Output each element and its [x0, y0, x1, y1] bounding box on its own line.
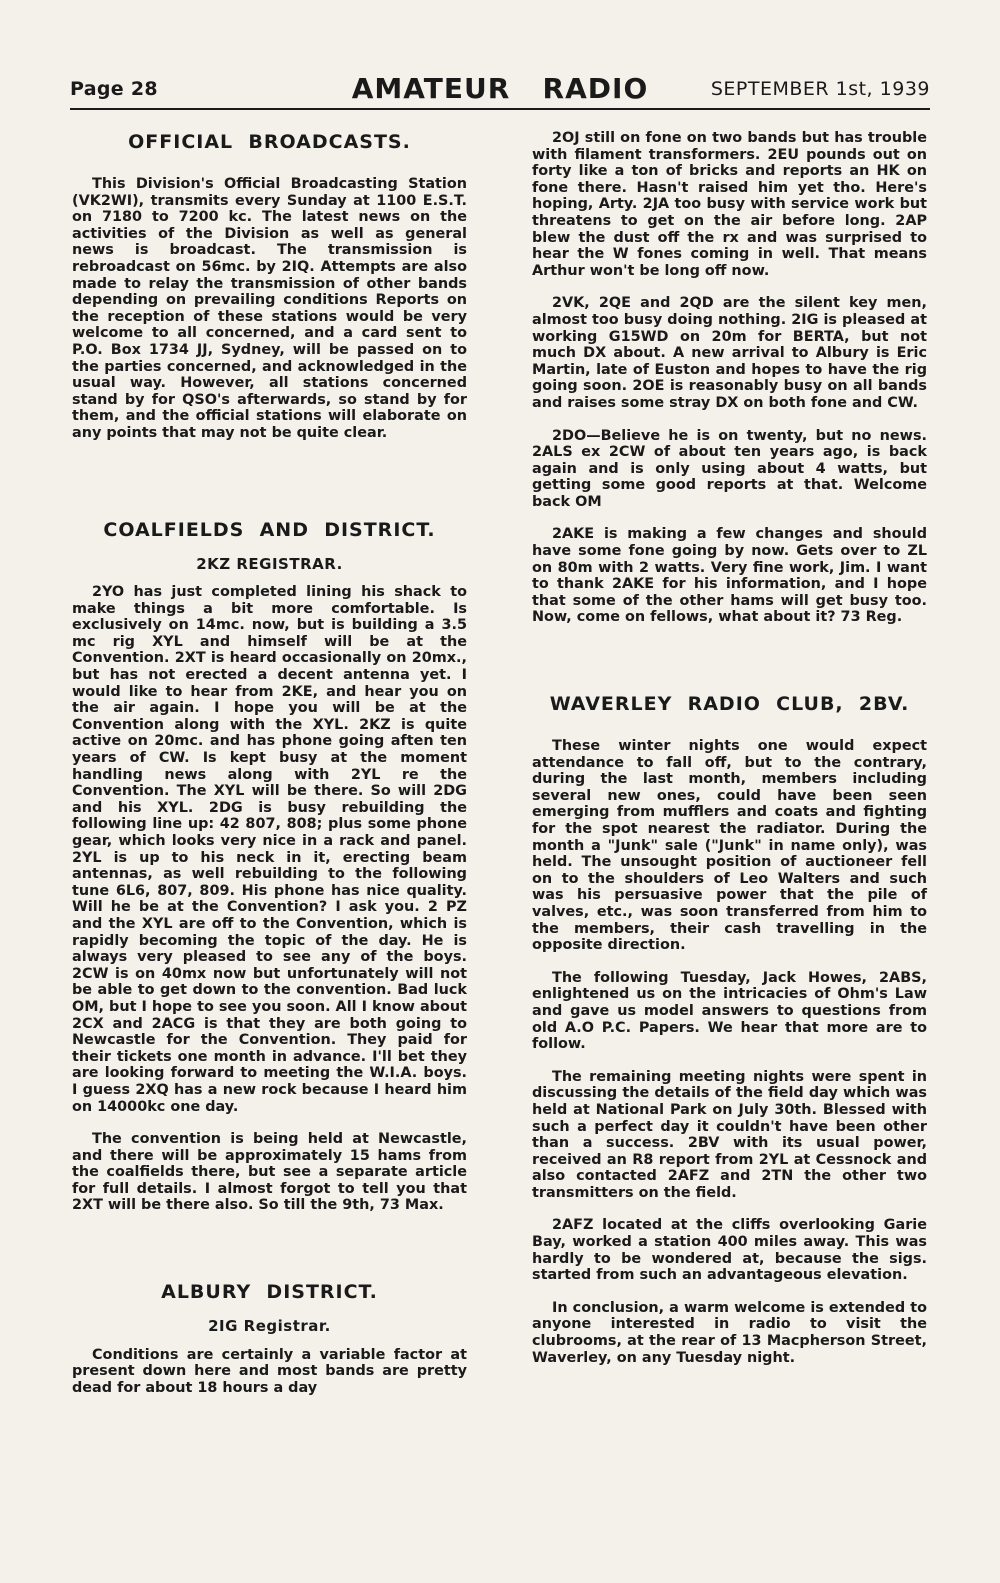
waverley-text-3: The remaining meeting nights were spent in discussing the details of the field day which was held at National Park on July 30th. Blessed with such a perfect day it couldn't have been other than a success. 2BV with its usual power, received an R8 report from 2YL at Cessnock and also contacted 2AFZ and 2TN the other two transmitters on the field. [532, 1068, 927, 1201]
albury-heading: ALBURY DISTRICT. [161, 1281, 378, 1304]
albury-text-3: 2VK, 2QE and 2QD are the silent key men, almost too busy doing nothing. 2IG is pleased at working G15WD on 20m for BERTA, but not much DX about. A new arrival to Albury is Eric Martin, late of Euston and hopes to have the rig going soon. 2OE is reasonably busy on all bands and raises some stray DX on both fone and CW. [532, 295, 927, 411]
official-broadcasts-heading: OFFICIAL BROADCASTS. [128, 131, 411, 153]
waverley-text-2: The following Tuesday, Jack Howes, 2ABS, enlightened us on the intricacies of Ohm's Law and gave us model answers to questions from old A.O P.C. Papers. We hear that more are to follow. [532, 969, 927, 1053]
waverley-text-1: These winter nights one would expect attendance to fall off, but to the contrary, during the last month, members including several new ones, could have been seen emerging from mufflers and coats and fighting for the spot nearest the radiator. During the month a "Junk" sale ("Junk" in name only), was held. The unsought position of auctioneer fell on to the shoulders of Leo Walters and such was his persuasive power that the pile of valves, etc., was soon transferred from him to the members, their cash travelling in the opposite direction. [532, 738, 927, 954]
coalfields-subheading: 2KZ REGISTRAR. [196, 554, 343, 573]
albury-text-1: Conditions are certainly a variable factor at present down here and most bands are pretty dead for about 18 hours a day [72, 1346, 467, 1396]
waverley-heading: WAVERLEY RADIO CLUB, 2BV. [549, 693, 910, 716]
albury-text-2: 2OJ still on fone on two bands but has trouble with filament transformers. 2EU pounds out on forty like a ton of bricks and reports an HK on fone there. Hasn't raised him yet tho. Here's hoping, Arty. 2JA too busy with service work but threatens to get on the air before long. 2AP blew the dust off the rx and was surprised to hear the W fones coming in well. That means Arthur won't be long off now. [532, 130, 927, 279]
waverley-text-5: In conclusion, a warm welcome is extended to anyone interested in radio to visit the clubrooms, at the rear of 13 Macpherson Street, Waverley, on any Tuesday night. [532, 1299, 927, 1366]
page-number: Page 28 [70, 78, 158, 100]
right-column [532, 130, 927, 1382]
issue-date: SEPTEMBER 1st, 1939 [710, 78, 930, 100]
waverley-text-4: 2AFZ located at the cliffs overlooking Garie Bay, worked a station 400 miles away. This was hardly to be wondered at, because the sigs. started from such an advantageous elevation. [532, 1217, 927, 1284]
albury-text-5: 2AKE is making a few changes and should have some fone going by now. Gets over to ZL on 80m with 2 watts. Very fine work, Jim. I want to thank 2AKE for his information, and I hope that some of the other hams will get busy too. Now, come on fellows, what about it? 73 Reg. [532, 526, 927, 626]
coalfields-text-1: 2YO has just completed lining his shack to make things a bit more comfortable. Is exclusively on 14mc. now, but is building a 3.5 mc rig XYL and himself will be at the Convention. 2XT is heard occasionally on 20mx., but has not erected a decent antenna yet. I would like to hear from 2KE, and hear you on the air again. I hope you will be at the Convention along with the XYL. 2KZ is quite active on 20mc. and has phone going aften ten years of CW. Is kept busy at the moment handling news along with 2YL re the Convention. The XYL will be there. So will 2DG and his XYL. 2DG is busy rebuilding the following line up: 42 807, 808; plus some phone gear, which looks very nice in a rack and panel. 2YL is up to his neck in it, erecting beam antennas, as well rebuilding to the following tune 6L6, 807, 809. His phone has nice quality. Will he be at the Convention? I ask you. 2 PZ and the XYL are off to the Convention, which is rapidly becoming the topic of the day. He is always very pleased to see any of the boys. 2CW is on 40mx now but unfortunately will not be able to get down to the convention. Bad luck OM, but I hope to see you soon. All I know about 2CX and 2ACG is that they are both going to Newcastle for the Convention. They paid for their tickets one month in advance. I'll bet they are looking forward to meeting the W.I.A. boys. I guess 2XQ has a new rock because I heard him on 14000kc one day. [72, 584, 467, 1115]
official-broadcasts-text: This Division's Official Broadcasting Station (VK2WI), transmits every Sunday at 1100 E.S.T. on 7180 to 7200 kc. The latest news on the activities of the Division as well as general news is broadcast. The transmission is rebroadcast on 56mc. by 2IQ. Attempts are also made to relay the transmission of other bands depending on prevailing conditions Reports on the reception of these stations would be very welcome to all concerned, and a card sent to P.O. Box 1734 JJ, Sydney, will be passed on to the parties concerned, and acknowledged in the usual way. However, all stations concerned stand by for QSO's afterwards, so stand by for them, and the official stations will elaborate on any points that may not be quite clear. [72, 176, 467, 441]
albury-text-4: 2DO—Believe he is on twenty, but no news. 2ALS ex 2CW of about ten years ago, is back again and is only using about 4 watts, but getting some good reports at that. Welcome back OM [532, 427, 927, 510]
page-header [70, 72, 930, 110]
coalfields-text-2: The convention is being held at Newcastle, and there will be approximately 15 hams from the coalfields there, but see a separate article for full details. I almost forgot to tell you that 2XT will be there also. So till the 9th, 73 Max. [72, 1131, 467, 1214]
albury-subheading: 2IG Registrar. [208, 1317, 331, 1336]
magazine-title: AMATEUR RADIO [351, 72, 649, 105]
coalfields-heading: COALFIELDS AND DISTRICT. [103, 518, 436, 541]
left-column [72, 130, 467, 1412]
